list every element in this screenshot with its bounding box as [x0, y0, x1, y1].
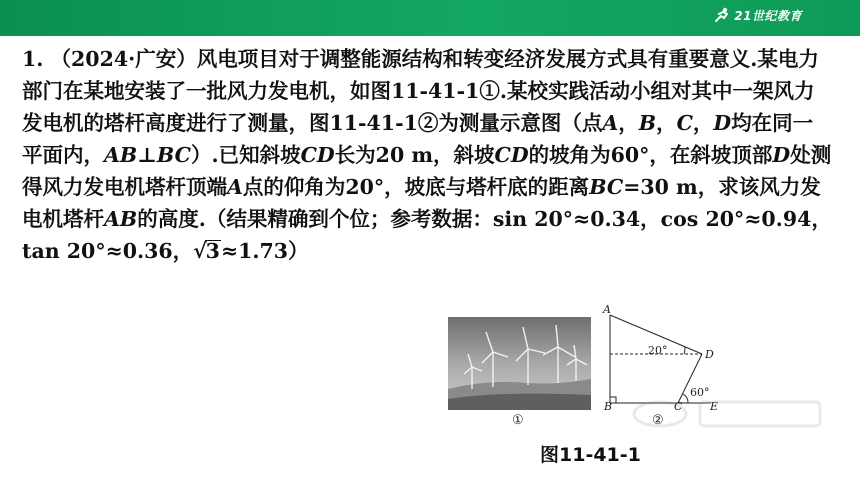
question-part: 处测得风力发电机塔杆顶端	[22, 143, 832, 199]
question-part: ≈1.73）	[220, 239, 309, 263]
diagram-label: ②	[652, 413, 664, 428]
wind-turbine-photo	[448, 317, 591, 410]
question-part: ，	[618, 111, 639, 135]
photo-label: ①	[512, 413, 524, 428]
point-c-label: C	[674, 400, 683, 413]
perp-symbol: ⊥	[137, 143, 157, 167]
point-a-label: A	[603, 303, 611, 316]
figure-caption: 图11-41-1	[540, 444, 641, 466]
segment-label: CD	[494, 143, 529, 167]
question-part: 均在同一平面内，	[22, 111, 814, 167]
segment-label: BC	[589, 175, 624, 199]
question-part: ，	[656, 111, 677, 135]
sqrt-radicand: 3	[205, 239, 220, 263]
question-part: 的坡角为60°，在斜坡顶部	[528, 143, 773, 167]
angle-20-label: 20°	[648, 344, 668, 357]
point-label: C	[676, 111, 693, 135]
point-e-label: E	[710, 400, 719, 413]
question-part: 1. （2024·广安）风电项目对于调整能源结构和转变经济发展方式具有重要意义.某电力部门在某地安装了一批风力发电机，如图11-41-1①.某校实践活动小组对其中一架风力发电机的塔杆高度进行了测量，图11-41-1②为测量示意图（点	[22, 47, 819, 135]
header-bar	[0, 0, 860, 36]
point-label: D	[772, 143, 791, 167]
sqrt-sign: √	[193, 239, 207, 263]
question-part: 的高度.（结果精确到个位；参考数据：sin 20°≈0.34，cos 20°≈0.94，tan 20°≈0.36，	[22, 207, 832, 263]
angle-60-label: 60°	[690, 386, 710, 399]
point-b-label: B	[604, 400, 613, 413]
point-label: B	[638, 111, 657, 135]
question-text	[22, 43, 832, 267]
brand-logo	[713, 5, 802, 25]
point-label: D	[713, 111, 732, 135]
logo-text: 21世纪教育	[734, 8, 802, 23]
segment-label: AB	[104, 207, 138, 231]
question-part: 点的仰角为20°，坡底与塔杆底的距离	[242, 175, 590, 199]
question-part: ，	[692, 111, 714, 135]
question-part: 长为20 m，斜坡	[334, 143, 495, 167]
runner-icon	[713, 7, 731, 23]
point-label: A	[602, 111, 619, 135]
point-label: A	[227, 175, 243, 199]
question-part: =30 m，求该风力发电机塔杆	[22, 175, 821, 231]
question-part: ）.已知斜坡	[190, 143, 301, 167]
watermark-logo	[630, 392, 830, 442]
segment-label: AB	[104, 143, 138, 167]
segment-label: BC	[156, 143, 191, 167]
segment-label: CD	[300, 143, 335, 167]
point-d-label: D	[705, 348, 714, 361]
